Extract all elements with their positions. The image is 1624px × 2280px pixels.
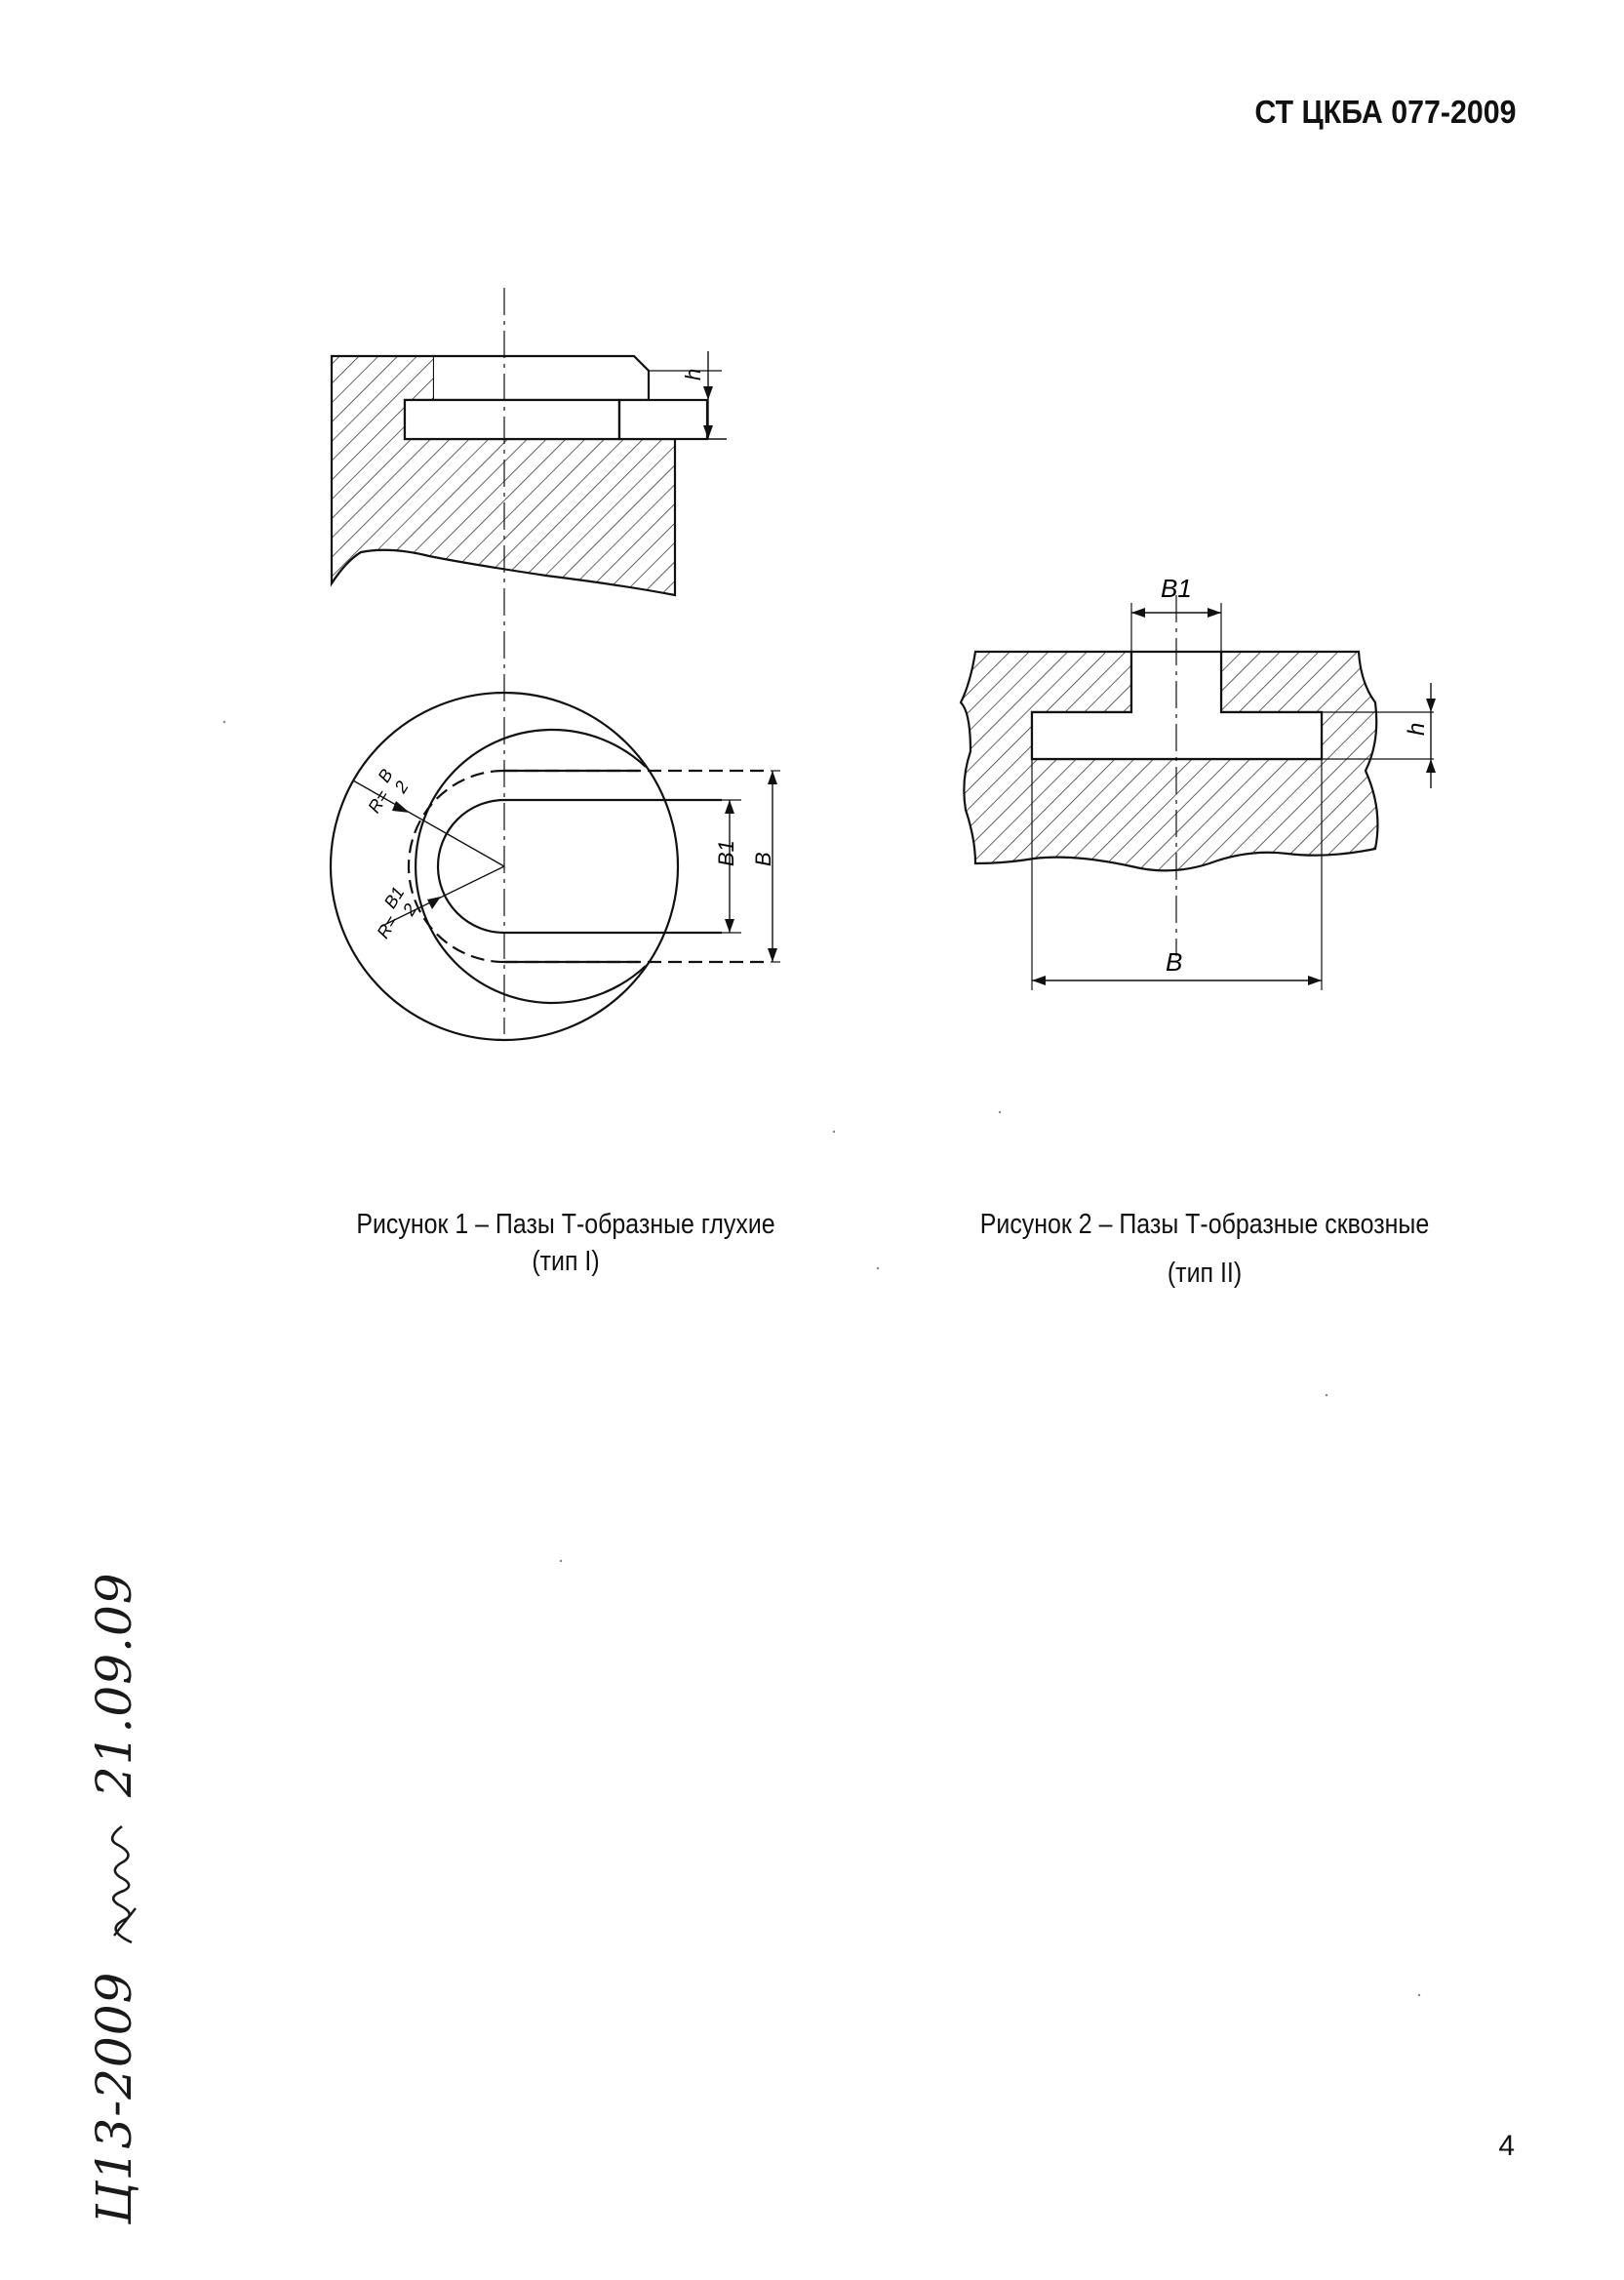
figure2-section-view [961, 603, 1436, 990]
figure1-b-label: B [751, 852, 775, 866]
figure2-caption-line1: Рисунок 2 – Пазы Т-образные сквозные [979, 1209, 1430, 1240]
svg-text:B1: B1 [379, 883, 409, 912]
figure1-caption-line2: (тип I) [532, 1246, 600, 1277]
svg-text:2: 2 [398, 900, 421, 919]
figure1-h-label: h [681, 368, 705, 380]
margin-note-code: Ц13-2009 [86, 1971, 142, 2224]
figure1-b1-label: B1 [714, 840, 738, 866]
figure2-b1-label: B1 [1161, 574, 1192, 603]
figure1-plan-view [331, 693, 780, 1040]
figure2-caption-line2: (тип II) [1167, 1258, 1243, 1289]
svg-text:R=: R= [364, 786, 393, 817]
figure1-caption [339, 1206, 792, 1280]
figure1-radius-b-note [358, 766, 414, 823]
figure2-b-label: B [1166, 947, 1183, 977]
figure2-h-label: h [1404, 722, 1430, 736]
figure1-section-view [332, 351, 727, 595]
svg-text:B: B [374, 765, 397, 786]
figure1-radius-b1-note [365, 883, 424, 946]
page-number: 4 [1498, 2130, 1515, 2162]
document-code: СТ ЦКБА 077-2009 [1254, 94, 1517, 130]
figure1-dashed-undercut [409, 771, 504, 962]
figure1-neck-slot [438, 800, 504, 933]
figure1-slot-neck [434, 356, 649, 400]
svg-text:2: 2 [390, 778, 413, 797]
figure1-slot-cavity [405, 400, 619, 439]
margin-note-date: 21.09.09 [86, 1572, 142, 1798]
svg-text:R=: R= [373, 911, 402, 942]
figure2-caption [970, 1206, 1440, 1292]
handwritten-signature-icon [89, 1805, 141, 1947]
figure1-caption-line1: Рисунок 1 – Пазы Т-образные глухие [356, 1209, 775, 1240]
margin-handwritten-note [86, 1572, 143, 2224]
